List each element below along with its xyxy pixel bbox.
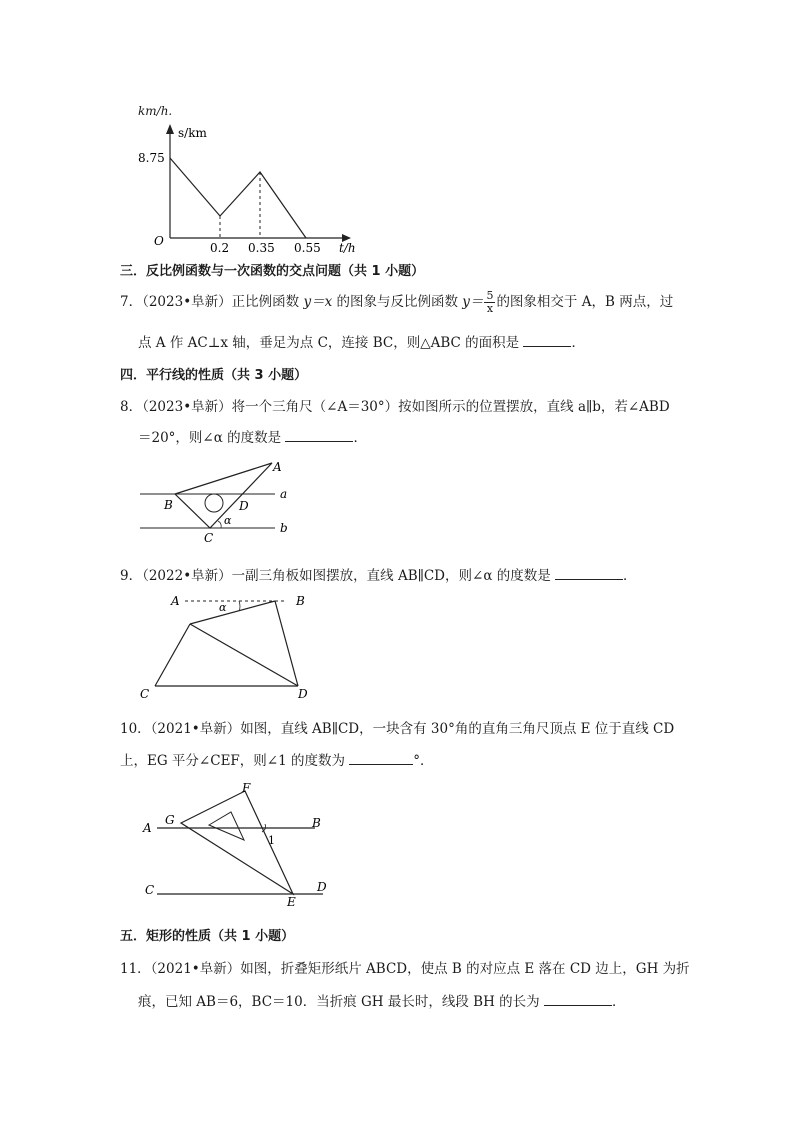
q11-answer-blank[interactable] xyxy=(544,993,612,1006)
q9-line-1 xyxy=(120,564,637,584)
q7-line-1 xyxy=(120,290,673,315)
q7-eq-2: y＝ xyxy=(462,294,484,310)
q7-line-2 xyxy=(138,331,585,351)
q8-line-2 xyxy=(138,426,367,446)
graph-polyline xyxy=(170,158,306,238)
distance-time-graph xyxy=(130,120,370,255)
q11-line-1: 11．（2021•阜新）如图，折叠矩形纸片 ABCD，使点 B 的对应点 E 落在 CD 边上，GH 为折 xyxy=(120,961,690,977)
q9-figure xyxy=(135,590,320,702)
x-axis-label: t/h xyxy=(339,241,356,255)
q8-label-a: a xyxy=(280,487,288,501)
q10-label-E: E xyxy=(287,895,296,909)
q10-label-B: B xyxy=(312,816,321,830)
q7-line-2-text: 点 A 作 AC⊥x 轴，垂足为点 C，连接 BC，则△ABC 的面积是 xyxy=(138,335,520,351)
side-d xyxy=(275,601,298,686)
q7-line-2-end: ． xyxy=(571,335,585,351)
q8-label-D: D xyxy=(239,499,249,513)
y-tick-label: 8.75 xyxy=(138,151,165,165)
unit-tail-text: km/h. xyxy=(138,104,173,118)
q9-line-1-text: 9．（2022•阜新）一副三角板如图摆放，直线 AB∥CD，则∠α 的度数是 xyxy=(120,568,551,584)
q8-label-A: A xyxy=(273,460,282,474)
q7-frac-den: x xyxy=(486,302,494,315)
q10-figure xyxy=(135,780,340,910)
x-tick-0: 0.2 xyxy=(210,241,230,255)
ruler-hole xyxy=(205,494,223,512)
side-top xyxy=(190,601,275,624)
q9-label-C: C xyxy=(140,687,150,701)
q7-text-a: 7．（2023•阜新）正比例函数 xyxy=(120,294,304,310)
q7-text-b: 的图象与反比例函数 xyxy=(332,294,463,310)
q9-label-D: D xyxy=(298,687,308,701)
q7-eq-1: y＝x xyxy=(303,294,333,310)
q10-label-C: C xyxy=(145,883,155,897)
x-tick-1: 0.35 xyxy=(248,241,275,255)
q8-line-2-text: ＝20°，则∠α 的度数是 xyxy=(138,430,282,446)
y-axis-arrow xyxy=(166,124,174,134)
q10-label-A: A xyxy=(143,821,152,835)
q8-line-1: 8．（2023•阜新）将一个三角尺（∠A＝30°）按如图所示的位置摆放，直线 a∥b，若∠ABD xyxy=(120,399,670,415)
q9-label-alpha: α xyxy=(219,601,227,614)
q8-label-B: B xyxy=(164,498,173,512)
diagonal xyxy=(190,624,298,686)
set-square-hole xyxy=(209,812,244,840)
q8-label-alpha: α xyxy=(224,514,232,527)
q10-line-2-text: 上，EG 平分∠CEF，则∠1 的度数为 xyxy=(120,753,345,769)
q7-fraction xyxy=(484,290,495,315)
set-square xyxy=(181,791,293,894)
q9-answer-blank[interactable] xyxy=(555,567,623,580)
q10-label-1: 1 xyxy=(268,834,275,847)
y-axis-label: s/km xyxy=(178,126,207,140)
q8-line-2-end: ． xyxy=(353,430,367,446)
origin-label: O xyxy=(154,234,164,248)
q8-figure xyxy=(130,455,310,547)
alpha-arc xyxy=(239,601,240,611)
q8-label-C: C xyxy=(204,531,214,545)
q10-label-F: F xyxy=(242,781,251,795)
alpha-arc xyxy=(218,521,221,528)
q7-frac-num: 5 xyxy=(486,289,494,302)
q10-line-2-end: °． xyxy=(413,753,434,769)
x-tick-2: 0.55 xyxy=(294,241,321,255)
q9-line-1-end: ． xyxy=(623,568,637,584)
q10-line-2 xyxy=(120,749,434,769)
q10-answer-blank[interactable] xyxy=(349,752,413,765)
q11-line-2 xyxy=(138,990,625,1010)
section-3-heading: 三．反比例函数与一次函数的交点问题（共 1 小题） xyxy=(120,264,425,279)
q8-answer-blank[interactable] xyxy=(285,429,353,442)
q11-line-2-text: 痕，已知 AB＝6，BC＝10．当折痕 GH 最长时，线段 BH 的长为 xyxy=(138,994,540,1010)
side-c xyxy=(155,624,190,686)
q7-text-c: 的图象相交于 A，B 两点，过 xyxy=(496,294,674,310)
q9-label-A: A xyxy=(171,594,180,608)
q8-label-b: b xyxy=(280,521,288,535)
q10-label-D: D xyxy=(317,880,327,894)
q7-answer-blank[interactable] xyxy=(523,334,571,347)
q9-label-B: B xyxy=(296,594,305,608)
q10-label-G: G xyxy=(165,813,175,827)
q11-line-2-end: ． xyxy=(611,994,626,1010)
q10-line-1: 10．（2021•阜新）如图，直线 AB∥CD，一块含有 30°角的直角三角尺顶点 E 位于直线 CD xyxy=(120,721,675,737)
section-4-heading: 四．平行线的性质（共 3 小题） xyxy=(120,368,308,383)
section-5-heading: 五．矩形的性质（共 1 小题） xyxy=(120,929,295,944)
